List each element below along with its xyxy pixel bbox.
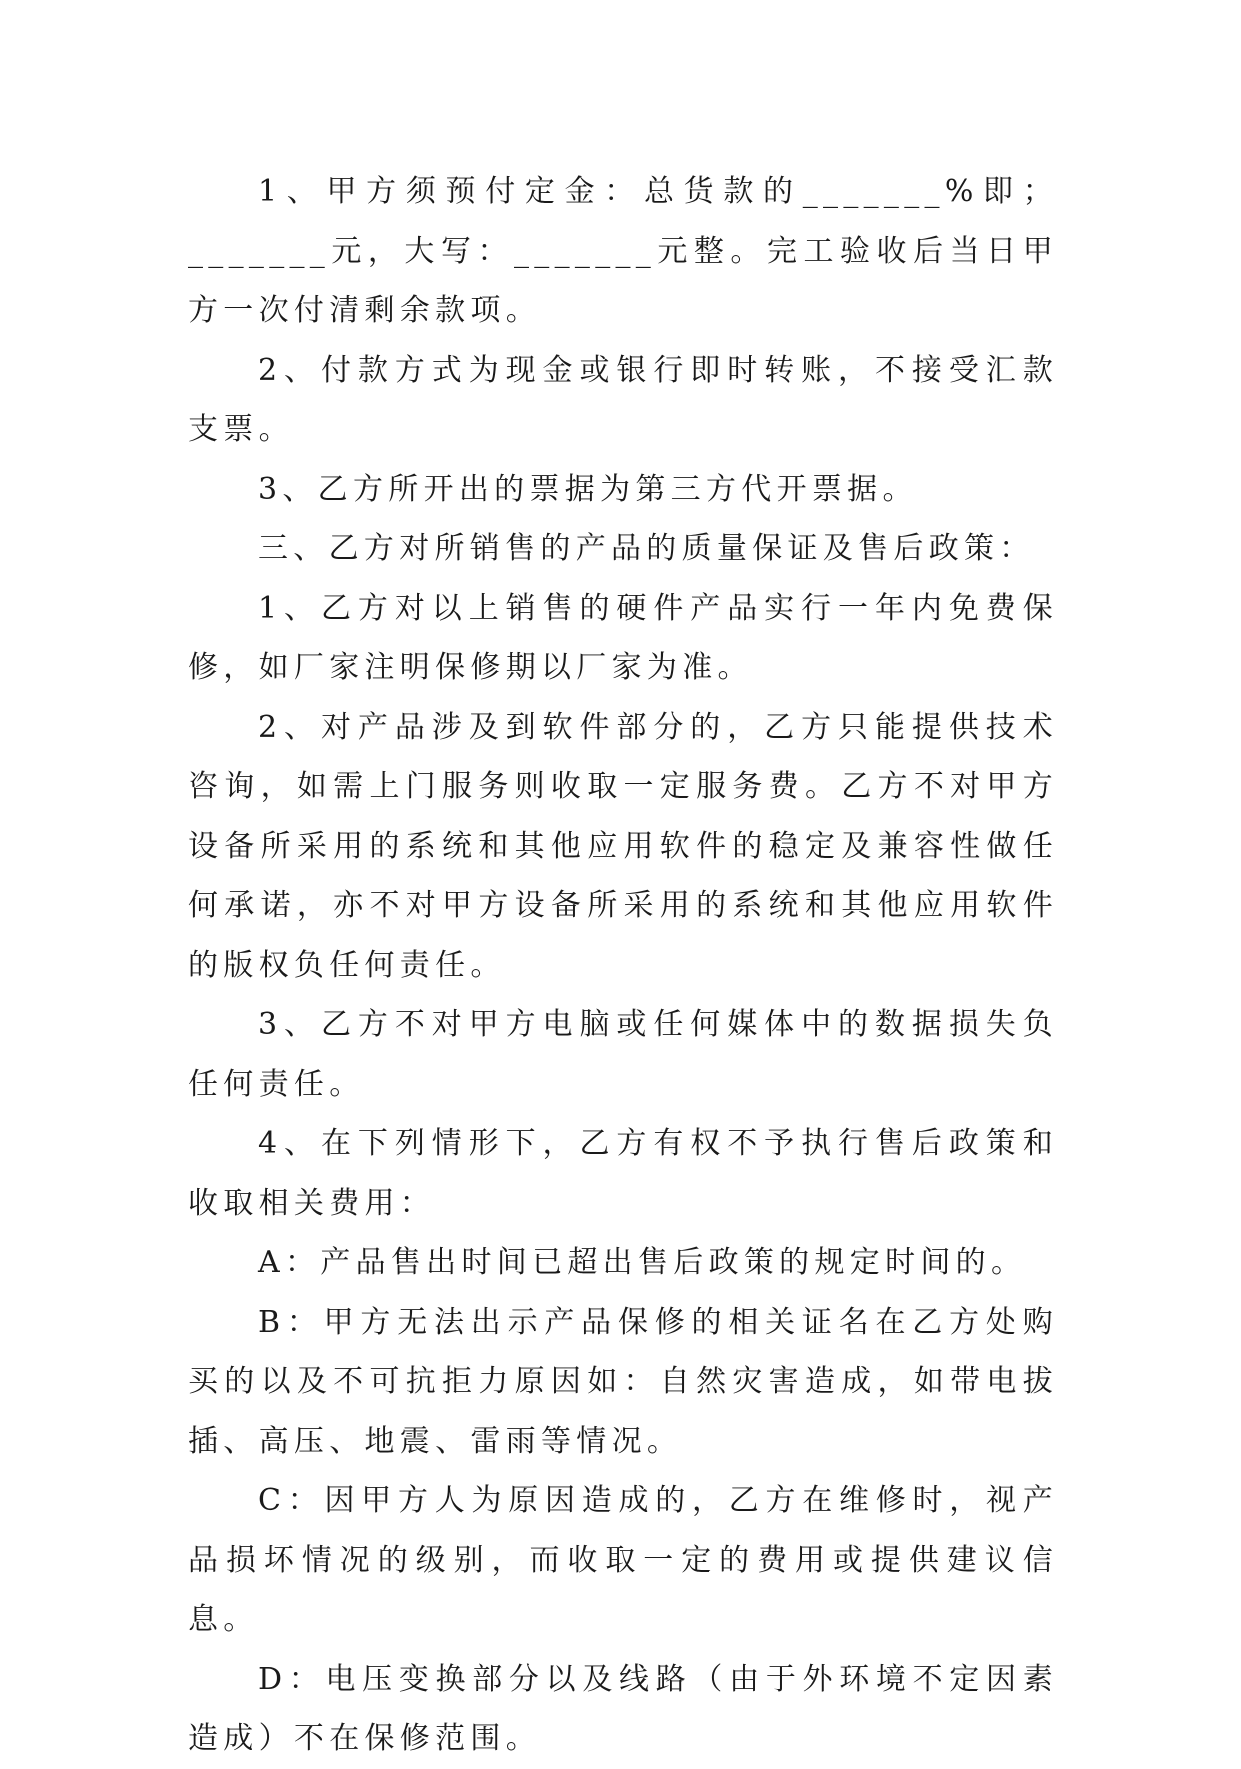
paragraph-invoice: 3、乙方所开出的票据为第三方代开票据。 — [258, 471, 918, 507]
list-item-d: D：电压变换部分以及线路（由于外环境不定因素造成）不在保修范围。 — [188, 1661, 1058, 1756]
list-item-a: A：产品售出时间已超出售后政策的规定时间的。 — [258, 1245, 1027, 1280]
paragraph-deposit: 1、甲方须预付定金：总货款的_______%即；_______元，大写：_______元整。完工验收后当日甲方一次付清剩余款项。 — [188, 174, 1058, 328]
paragraph-exclusions-intro: 4、在下列情形下，乙方有权不予执行售后政策和收取相关费用： — [188, 1126, 1058, 1221]
list-item-c: C：因甲方人为原因造成的，乙方在维修时，视产品损坏情况的级别，而收取一定的费用或提供建议信息。 — [188, 1483, 1058, 1637]
paragraph-hardware-warranty: 1、乙方对以上销售的硬件产品实行一年内免费保修，如厂家注明保修期以厂家为准。 — [188, 590, 1058, 685]
paragraph-software: 2、对产品涉及到软件部分的，乙方只能提供技术咨询，如需上门服务则收取一定服务费。乙方不对甲方设备所采用的系统和其他应用软件的稳定及兼容性做任何承诺，亦不对甲方设备所采用的系统和其他应用软件的版权负任何责任。 — [188, 709, 1058, 983]
document-body — [188, 162, 1058, 1769]
paragraph-data-loss: 3、乙方不对甲方电脑或任何媒体中的数据损失负任何责任。 — [188, 1007, 1058, 1102]
section-heading-warranty: 三、乙方对所销售的产品的质量保证及售后政策： — [258, 531, 1035, 566]
list-item-b: B：甲方无法出示产品保修的相关证名在乙方处购买的以及不可抗拒力原因如：自然灾害造成，如带电拔插、高压、地震、雷雨等情况。 — [188, 1304, 1058, 1459]
paragraph-payment-method: 2、付款方式为现金或银行即时转账，不接受汇款支票。 — [188, 352, 1058, 447]
